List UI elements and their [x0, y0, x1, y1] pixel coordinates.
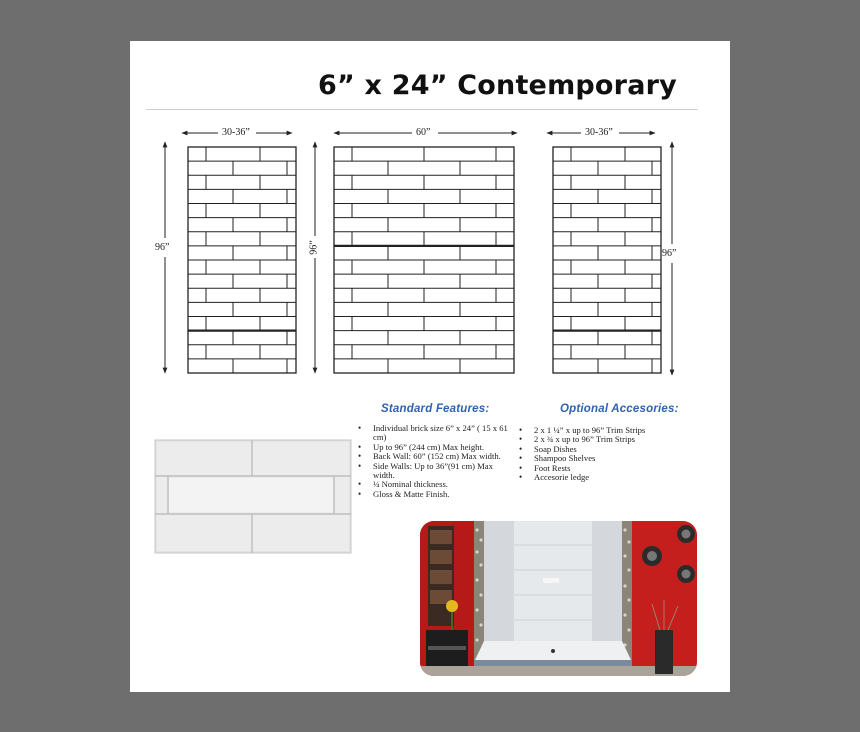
list-item: • Soap Dishes: [518, 445, 688, 454]
standard-features-heading: Standard Features:: [381, 403, 490, 415]
optional-accessories-heading: Optional Accesories:: [560, 403, 679, 415]
list-item: • 2 x 1 ¼” x up to 96” Trim Strips: [518, 426, 688, 435]
standard-features-list: [357, 424, 509, 499]
back-wall-panel: [334, 147, 514, 373]
list-item: • Up to 96” (244 cm) Max height.: [357, 443, 509, 452]
left-width-label: 30-36”: [222, 127, 250, 138]
shower-photo: [420, 521, 697, 676]
list-item: • Gloss & Matte Finish.: [357, 490, 509, 499]
list-item: • ¼ Nominal thickness.: [357, 480, 509, 489]
list-item: • 2 x ¾ x up to 96” Trim Strips: [518, 435, 688, 444]
list-item: • Foot Rests: [518, 464, 688, 473]
back-height-label: 96”: [308, 240, 320, 255]
tile-sample-photo: [155, 440, 351, 553]
page-title: 6” x 24” Contemporary: [318, 70, 677, 101]
right-height-label: 96”: [662, 248, 677, 259]
list-item: • Individual brick size 6” x 24” ( 15 x 61 cm): [357, 424, 509, 443]
right-wall-panel: [553, 147, 661, 373]
list-item: • Shampoo Shelves: [518, 454, 688, 463]
list-item: • Back Wall: 60” (152 cm) Max width.: [357, 452, 509, 461]
list-item: • Side Walls: Up to 36”(91 cm) Max width.: [357, 462, 509, 481]
right-width-label: 30-36”: [585, 127, 613, 138]
optional-accessories-list: [518, 426, 688, 482]
list-item: • Accesorie ledge: [518, 473, 688, 482]
back-width-label: 60”: [416, 127, 431, 138]
left-height-label: 96”: [155, 242, 170, 253]
left-wall-panel: [188, 147, 296, 373]
